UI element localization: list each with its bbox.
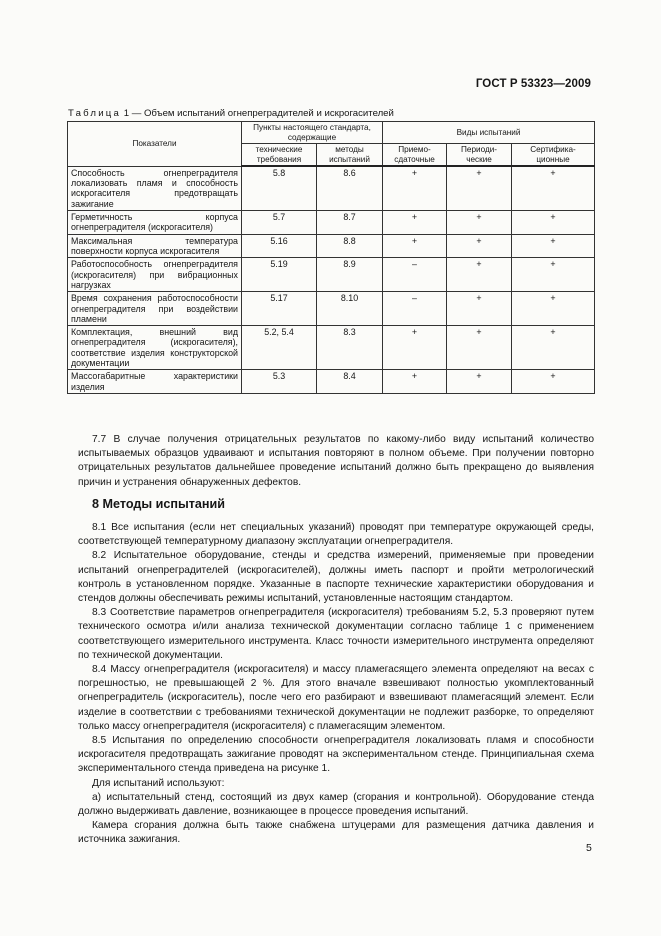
paragraph-8-1: 8.1 Все испытания (если нет специальных указаний) проводят при температуре окружающей среды, соответствующей температурному диапазону эксплуатации огнепреградителя. xyxy=(78,522,594,548)
periodic-cell: + xyxy=(447,258,512,292)
certification-cell: + xyxy=(512,370,595,394)
paragraph-8-2: 8.2 Испытательное оборудование, стенды и средства измерений, применяемые при проведении испытаний огнепреградителей (искрогасителей), должны иметь паспорт и пройти метрологический контроль в установленном порядке. Указанные в паспорте технические характеристики оборудования и стендов должны обеспечивать режимы испытаний, установленные настоящим стандартом. xyxy=(78,550,594,605)
indicator-cell: Работоспособность огнепреградителя (искрогасителя) при вибрационных нагрузках xyxy=(68,258,242,292)
periodic-cell: + xyxy=(447,210,512,234)
method-cell: 8.3 xyxy=(317,326,383,370)
header-test-types: Виды испытаний xyxy=(383,122,595,144)
paragraph-8-5: 8.5 Испытания по определению способности огнепреградителя локализовать пламя и способности искрогасителя предотвращать зажигание проводят на экспериментальном стенде. Принципиальная схема экспериментального стенда приведена на рисунке 1. xyxy=(78,735,594,775)
header-clauses: Пункты настоящего стандарта, содержащие xyxy=(242,122,383,144)
acceptance-cell: + xyxy=(383,166,447,210)
method-cell: 8.8 xyxy=(317,234,383,258)
certification-cell: + xyxy=(512,234,595,258)
indicator-cell: Герметичность корпуса огнепреградителя (искрогасителя) xyxy=(68,210,242,234)
indicator-cell: Способность огнепреградителя локализовать пламя и способность искрогасителя предотвращать зажигание xyxy=(68,166,242,210)
section-8-heading: 8 Методы испытаний xyxy=(92,497,225,511)
periodic-cell: + xyxy=(447,370,512,394)
header-indicator: Показатели xyxy=(68,122,242,167)
indicator-cell: Массогабаритные характеристики изделия xyxy=(68,370,242,394)
method-cell: 8.10 xyxy=(317,292,383,326)
table-row xyxy=(68,210,595,234)
table-row xyxy=(68,370,595,394)
certification-cell: + xyxy=(512,326,595,370)
periodic-cell: + xyxy=(447,292,512,326)
certification-cell: + xyxy=(512,258,595,292)
requirement-cell: 5.16 xyxy=(242,234,317,258)
requirement-cell: 5.8 xyxy=(242,166,317,210)
method-cell: 8.4 xyxy=(317,370,383,394)
page-number: 5 xyxy=(586,842,592,854)
requirement-cell: 5.3 xyxy=(242,370,317,394)
paragraph-equipment-intro: Для испытаний используют: xyxy=(92,777,225,789)
acceptance-cell: – xyxy=(383,292,447,326)
indicator-cell: Комплектация, внешний вид огнепреградителя (искрогасителя), соответствие изделия конструкторской документации xyxy=(68,326,242,370)
paragraph-7-7-block xyxy=(78,433,594,490)
acceptance-cell: – xyxy=(383,258,447,292)
certification-cell: + xyxy=(512,292,595,326)
test-scope-table xyxy=(67,121,595,394)
table-caption-text: 1 — Объем испытаний огнепреградителей и искрогасителей xyxy=(123,108,394,119)
requirement-cell: 5.2, 5.4 xyxy=(242,326,317,370)
paragraph-combustion-chamber: Камера сгорания должна быть также снабжена штуцерами для размещения датчика давления и источника зажигания. xyxy=(78,820,594,846)
certification-cell: + xyxy=(512,166,595,210)
document-header: ГОСТ Р 53323—2009 xyxy=(475,78,591,90)
method-cell: 8.9 xyxy=(317,258,383,292)
paragraph-7-7: 7.7 В случае получения отрицательных результатов по какому-либо виду испытаний количество испытываемых образцов удваивают и испытания повторяют в полном объеме. При получении повторно отрицательных результатов дальнейшее проведение испытаний должно быть прекращено до выявления причин и устранения обнаруженных дефектов. xyxy=(78,434,594,488)
periodic-cell: + xyxy=(447,234,512,258)
table-row xyxy=(68,326,595,370)
header-tech-requirements: технические требования xyxy=(242,144,317,167)
method-cell: 8.7 xyxy=(317,210,383,234)
requirement-cell: 5.7 xyxy=(242,210,317,234)
header-certification: Сертифика-ционные xyxy=(512,144,595,167)
requirement-cell: 5.17 xyxy=(242,292,317,326)
acceptance-cell: + xyxy=(383,234,447,258)
requirement-cell: 5.19 xyxy=(242,258,317,292)
certification-cell: + xyxy=(512,210,595,234)
table-row xyxy=(68,234,595,258)
paragraph-8-4: 8.4 Массу огнепреградителя (искрогасителя) и массу пламегасящего элемента определяют на весах с погрешностью, не превышающей 2 %. Для этого вначале взвешивают полностью укомплектованный огнепреградитель (искрогаситель), после чего его разбирают и взвешивают пламегасящий элемент. Если изделие в соответствии с требованиями технической документации не подлежит разборке, то определяют только массу огнепреградителя (искрогасителя) с пламегасящим элементом. xyxy=(78,664,594,732)
periodic-cell: + xyxy=(447,326,512,370)
section-8-body xyxy=(78,521,594,848)
paragraph-list-item-a: а) испытательный стенд, состоящий из двух камер (сгорания и контрольной). Оборудование стенда должно выдерживать давление, возникающее в процессе проведения испытаний. xyxy=(78,791,594,818)
indicator-cell: Время сохранения работоспособности огнепреградителя при воздействии пламени xyxy=(68,292,242,326)
paragraph-8-3: 8.3 Соответствие параметров огнепреградителя (искрогасителя) требованиям 5.2, 5.3 проверяют путем технического осмотра и/или анализа технической документации согласно таблице 1 с применением соответствующего измерительного инструмента. Класс точности измерительного инструмента определяют по технической документации. xyxy=(78,607,594,661)
table-row xyxy=(68,258,595,292)
method-cell: 8.6 xyxy=(317,166,383,210)
header-acceptance: Приемо-сдаточные xyxy=(383,144,447,167)
header-periodic: Периоди-ческие xyxy=(447,144,512,167)
acceptance-cell: + xyxy=(383,326,447,370)
table-caption xyxy=(68,108,394,119)
periodic-cell: + xyxy=(447,166,512,210)
header-test-methods: методы испытаний xyxy=(317,144,383,167)
table-row xyxy=(68,292,595,326)
table-row xyxy=(68,166,595,210)
acceptance-cell: + xyxy=(383,370,447,394)
indicator-cell: Максимальная температура поверхности корпуса искрогасителя xyxy=(68,234,242,258)
acceptance-cell: + xyxy=(383,210,447,234)
table-caption-label: Таблица xyxy=(68,108,122,119)
